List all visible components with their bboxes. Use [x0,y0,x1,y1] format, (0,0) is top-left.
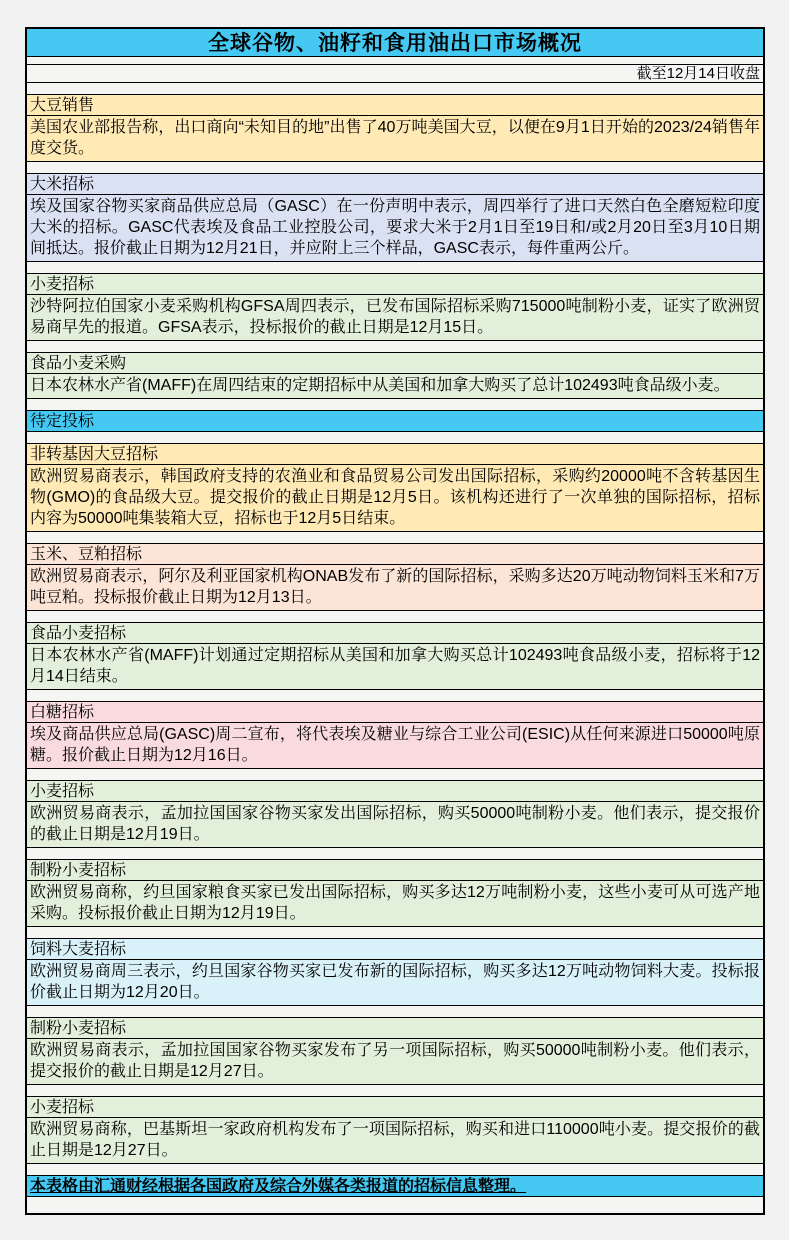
section-body-14: 欧洲贸易商称，巴基斯坦一家政府机构发布了一项国际招标，购买和进口110000吨小麦。提交报价的截止日期是12月27日。 [27,1118,763,1164]
market-section [27,544,763,623]
section-spacer [27,262,763,274]
section-body-6: 欧洲贸易商表示，韩国政府支持的农渔业和食品贸易公司发出国际招标，采购约20000吨不含转基因生物(GMO)的食品级大豆。提交报价的截止日期是12月5日。该机构还进行了一次单独的国际招标，招标内容为50000吨集装箱大豆，招标也于12月5日结束。 [27,465,763,532]
market-section [27,274,763,353]
section-spacer [27,769,763,781]
section-title-10: 小麦招标 [27,781,763,802]
section-body-10: 欧洲贸易商表示，孟加拉国国家谷物买家发出国际招标，购买50000吨制粉小麦。他们表示，提交报价的截止日期是12月19日。 [27,802,763,848]
section-title-9: 白糖招标 [27,702,763,723]
section-spacer [27,532,763,544]
as-of-date: 截至12月14日收盘 [27,65,763,83]
market-section [27,353,763,411]
section-body-1: 美国农业部报告称，出口商向“未知目的地”出售了40万吨美国大豆，以便在9月1日开始的2023/24销售年度交货。 [27,116,763,162]
section-body-8: 日本农林水产省(MAFF)计划通过定期招标从美国和加拿大购买总计102493吨食品级小麦，招标将于12月14日结束。 [27,644,763,690]
sections-container [27,95,763,1176]
market-section [27,174,763,274]
section-spacer [27,1164,763,1176]
section-spacer [27,399,763,411]
section-title-13: 制粉小麦招标 [27,1018,763,1039]
section-body-12: 欧洲贸易商周三表示，约旦国家谷物买家已发布新的国际招标，购买多达12万吨动物饲料大麦。投标报价截止日期为12月20日。 [27,960,763,1006]
section-title-11: 制粉小麦招标 [27,860,763,881]
section-title-5: 待定投标 [27,411,763,432]
spacer-row [27,1197,763,1213]
section-title-12: 饲料大麦招标 [27,939,763,960]
market-section [27,1018,763,1097]
section-body-7: 欧洲贸易商表示，阿尔及利亚国家机构ONAB发布了新的国际招标，采购多达20万吨动物饲料玉米和7万吨豆粕。投标报价截止日期为12月13日。 [27,565,763,611]
market-section [27,1097,763,1176]
export-market-table [25,27,765,1215]
section-title-3: 小麦招标 [27,274,763,295]
spacer-row [27,57,763,65]
section-spacer [27,848,763,860]
section-spacer [27,1085,763,1097]
section-body-3: 沙特阿拉伯国家小麦采购机构GFSA周四表示，已发布国际招标采购715000吨制粉小麦，证实了欧洲贸易商早先的报道。GFSA表示，投标报价的截止日期是12月15日。 [27,295,763,341]
market-section [27,939,763,1018]
section-spacer [27,927,763,939]
section-body-4: 日本农林水产省(MAFF)在周四结束的定期招标中从美国和加拿大购买了总计102493吨食品级小麦。 [27,374,763,399]
spacer-row [27,83,763,95]
section-title-6: 非转基因大豆招标 [27,444,763,465]
market-section [27,411,763,444]
page-title: 全球谷物、油籽和食用油出口市场概况 [27,29,763,57]
section-body-2: 埃及国家谷物买家商品供应总局（GASC）在一份声明中表示，周四举行了进口天然白色全磨短粒印度大米的招标。GASC代表埃及食品工业控股公司，要求大米于2月1日至19日和/或2月20日至3月10日期间抵达。报价截止日期为12月21日，并应附上三个样品，GASC表示，每件重两公斤。 [27,195,763,262]
section-title-1: 大豆销售 [27,95,763,116]
market-section [27,702,763,781]
market-section [27,781,763,860]
market-section [27,860,763,939]
section-spacer [27,162,763,174]
section-spacer [27,432,763,444]
section-title-7: 玉米、豆粕招标 [27,544,763,565]
section-spacer [27,1006,763,1018]
section-body-9: 埃及商品供应总局(GASC)周二宣布，将代表埃及糖业与综合工业公司(ESIC)从任何来源进口50000吨原糖。报价截止日期为12月16日。 [27,723,763,769]
report-page [0,27,789,1215]
section-spacer [27,690,763,702]
section-title-14: 小麦招标 [27,1097,763,1118]
section-title-4: 食品小麦采购 [27,353,763,374]
section-spacer [27,611,763,623]
section-body-13: 欧洲贸易商表示，孟加拉国国家谷物买家发布了另一项国际招标，购买50000吨制粉小麦。他们表示，提交报价的截止日期是12月27日。 [27,1039,763,1085]
market-section [27,95,763,174]
market-section [27,444,763,544]
section-body-11: 欧洲贸易商称，约旦国家粮食买家已发出国际招标，购买多达12万吨制粉小麦，这些小麦可从可选产地采购。投标报价截止日期为12月19日。 [27,881,763,927]
section-title-8: 食品小麦招标 [27,623,763,644]
market-section [27,623,763,702]
section-title-2: 大米招标 [27,174,763,195]
table-footer: 本表格由汇通财经根据各国政府及综合外媒各类报道的招标信息整理。 [27,1176,763,1197]
section-spacer [27,341,763,353]
